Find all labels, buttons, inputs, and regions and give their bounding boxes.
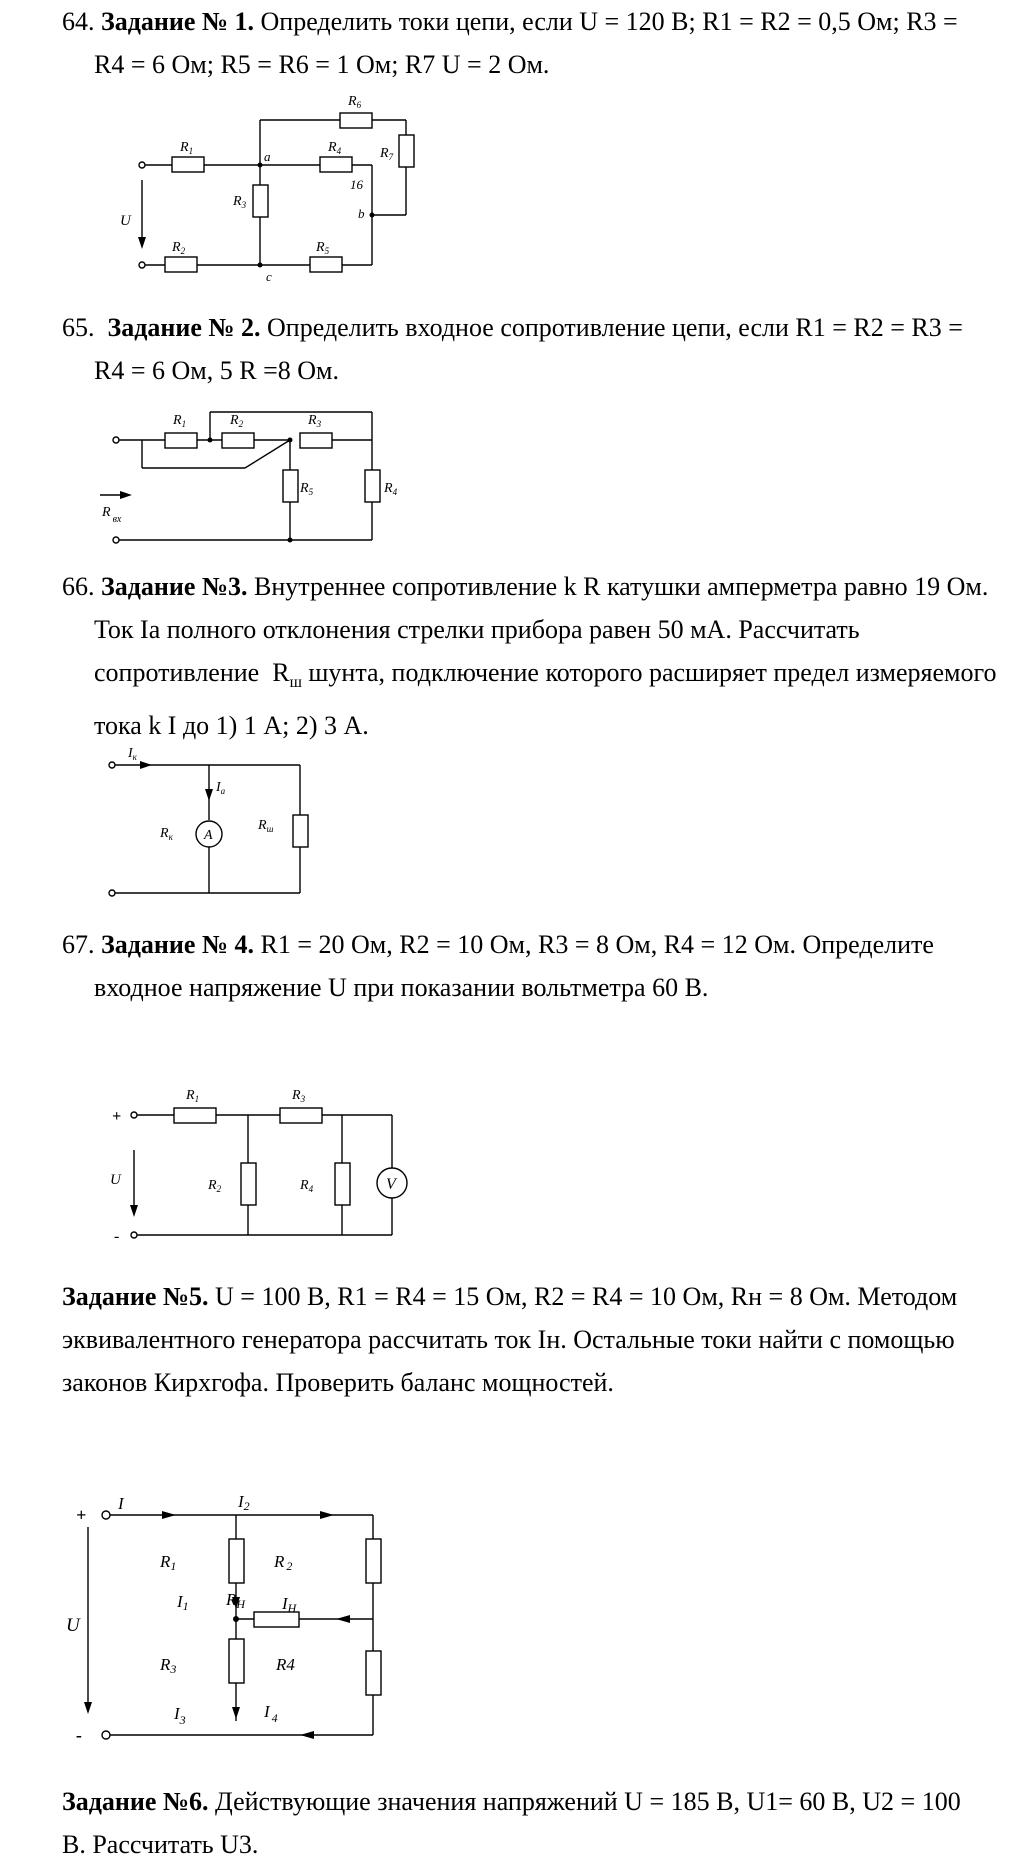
svg-text:Iк: $I_к$ bbox=[128, 746, 137, 762]
svg-text:R4: $R_4$ bbox=[300, 1178, 314, 1194]
svg-text:R4: R4 bbox=[276, 1655, 295, 1674]
task-4 bbox=[62, 923, 994, 1009]
svg-text:R6: $R_6$ bbox=[348, 94, 362, 110]
svg-text:R3: $R_3$ bbox=[292, 1088, 306, 1104]
task-3 bbox=[62, 565, 1004, 747]
task-number: 66. bbox=[62, 572, 95, 601]
circuit-diagram-4 bbox=[100, 1065, 430, 1245]
svg-text:RH: RH bbox=[226, 1590, 246, 1611]
svg-text:Ia: $I_a$ bbox=[216, 780, 226, 796]
task-title: Задание №6. bbox=[62, 1787, 209, 1816]
svg-text:R4: $R_4$ bbox=[384, 481, 398, 497]
task-title: Задание № 1. bbox=[101, 7, 255, 36]
task-title: Задание № 2. bbox=[107, 313, 261, 342]
task-1 bbox=[62, 0, 994, 86]
task-6 bbox=[62, 1780, 962, 1866]
svg-text:U: U bbox=[66, 1615, 80, 1636]
svg-text:U: U bbox=[120, 213, 131, 229]
svg-text:U: U bbox=[110, 1172, 121, 1188]
svg-text:16: 16 bbox=[350, 177, 363, 192]
task-text: Действующие значения напряжений U = 185 В, U1= 60 В, U2 = 100 В. Рассчитать U3. bbox=[62, 1787, 961, 1859]
svg-text:R2: $R_2$ bbox=[172, 240, 186, 256]
shunt-symbol: $R_ш$ bbox=[272, 658, 302, 692]
task-2 bbox=[62, 306, 994, 392]
task-5 bbox=[62, 1275, 962, 1404]
task-title: Задание №3. bbox=[101, 572, 248, 601]
svg-text:R5: $R_5$ bbox=[316, 240, 330, 256]
circuit-diagram-2 bbox=[100, 400, 440, 550]
svg-text:Rвх: R $_{вх}$ bbox=[102, 505, 122, 525]
svg-text:b: b bbox=[358, 206, 365, 221]
svg-text:R3: R3 bbox=[160, 1655, 177, 1676]
task-number: 64. bbox=[62, 7, 95, 36]
task-text: Внутреннее сопротивление k R катушки амперметра равно 19 Ом. Ток Iа полного отклонения стрелки прибора равен 50 мА. Рассчитать сопротивление bbox=[94, 572, 989, 687]
task-text: Определить токи цепи, если U = 120 В; R1 = R2 = 0,5 Ом; R3 = R4 = 6 Ом; R5 = R6 = 1 Ом; R7 U = 2 Ом. bbox=[94, 7, 958, 79]
svg-text:R2: $R_2$ bbox=[230, 413, 244, 429]
svg-text:R3: $R_3$ bbox=[308, 413, 322, 429]
task-text: Определить входное сопротивление цепи, если R1 = R2 = R3 = R4 = 6 Ом, 5 R =8 Ом. bbox=[94, 313, 963, 385]
task-text: U = 100 В, R1 = R4 = 15 Ом, R2 = R4 = 10 Ом, Rн = 8 Ом. Методом эквивалентного генератора рассчитать ток Iн. Остальные токи найти с помощью законов Кирхгофа. Проверить баланс мощностей. bbox=[62, 1282, 958, 1397]
task-text: R1 = 20 Ом, R2 = 10 Ом, R3 = 8 Ом, R4 = 12 Ом. Определите входное напряжение U при показании вольтметра 60 В. bbox=[94, 930, 934, 1002]
svg-text:I3: $I_3$ bbox=[174, 1704, 186, 1727]
svg-text:+: + bbox=[76, 1505, 87, 1525]
circuit-diagram-1 bbox=[100, 85, 460, 285]
svg-text:R1: $R_1$ bbox=[186, 1088, 200, 1104]
svg-text:Rк: $R_к$ bbox=[160, 826, 173, 842]
task-title: Задание №5. bbox=[62, 1282, 209, 1311]
svg-text:I4: I $_4$ bbox=[264, 1702, 278, 1725]
circuit-diagram-5 bbox=[66, 1492, 410, 1745]
svg-text:A: A bbox=[204, 828, 213, 843]
task-text-cont: шунта, подключение которого расширяет предел измеряемого тока k I до 1) 1 А; 2) 3 А. bbox=[94, 658, 997, 741]
svg-text:R2: $R_2$ bbox=[208, 1178, 222, 1194]
task-title: Задание № 4. bbox=[101, 930, 255, 959]
svg-text:R4: $R_4$ bbox=[328, 140, 342, 156]
svg-text:a: a bbox=[264, 149, 271, 164]
svg-text:I2: I2 bbox=[238, 1492, 250, 1513]
svg-text:V: V bbox=[386, 1176, 396, 1193]
svg-text:R5: $R_5$ bbox=[300, 481, 314, 497]
svg-text:R3: $R_3$ bbox=[233, 194, 247, 210]
svg-text:Rш: $R_ш$ bbox=[258, 818, 274, 834]
svg-text:I: I bbox=[118, 1494, 124, 1513]
svg-text:R1: $R_1$ bbox=[173, 413, 187, 429]
svg-text:R2: R 2 bbox=[274, 1552, 293, 1573]
svg-text:I1: I1 bbox=[177, 1592, 189, 1613]
circuit-diagram-3 bbox=[100, 745, 340, 905]
svg-text:-: - bbox=[114, 1228, 120, 1245]
svg-text:-: - bbox=[76, 1725, 82, 1745]
svg-text:R1: R1 bbox=[160, 1552, 177, 1573]
svg-text:R1: $R_1$ bbox=[180, 140, 194, 156]
svg-text:IH: IH bbox=[282, 1594, 297, 1615]
task-number: 65. bbox=[62, 313, 95, 342]
task-number: 67. bbox=[62, 930, 95, 959]
svg-text:+: + bbox=[112, 1108, 122, 1125]
svg-text:R7: $R_7$ bbox=[380, 146, 394, 162]
svg-text:c: c bbox=[266, 269, 272, 284]
